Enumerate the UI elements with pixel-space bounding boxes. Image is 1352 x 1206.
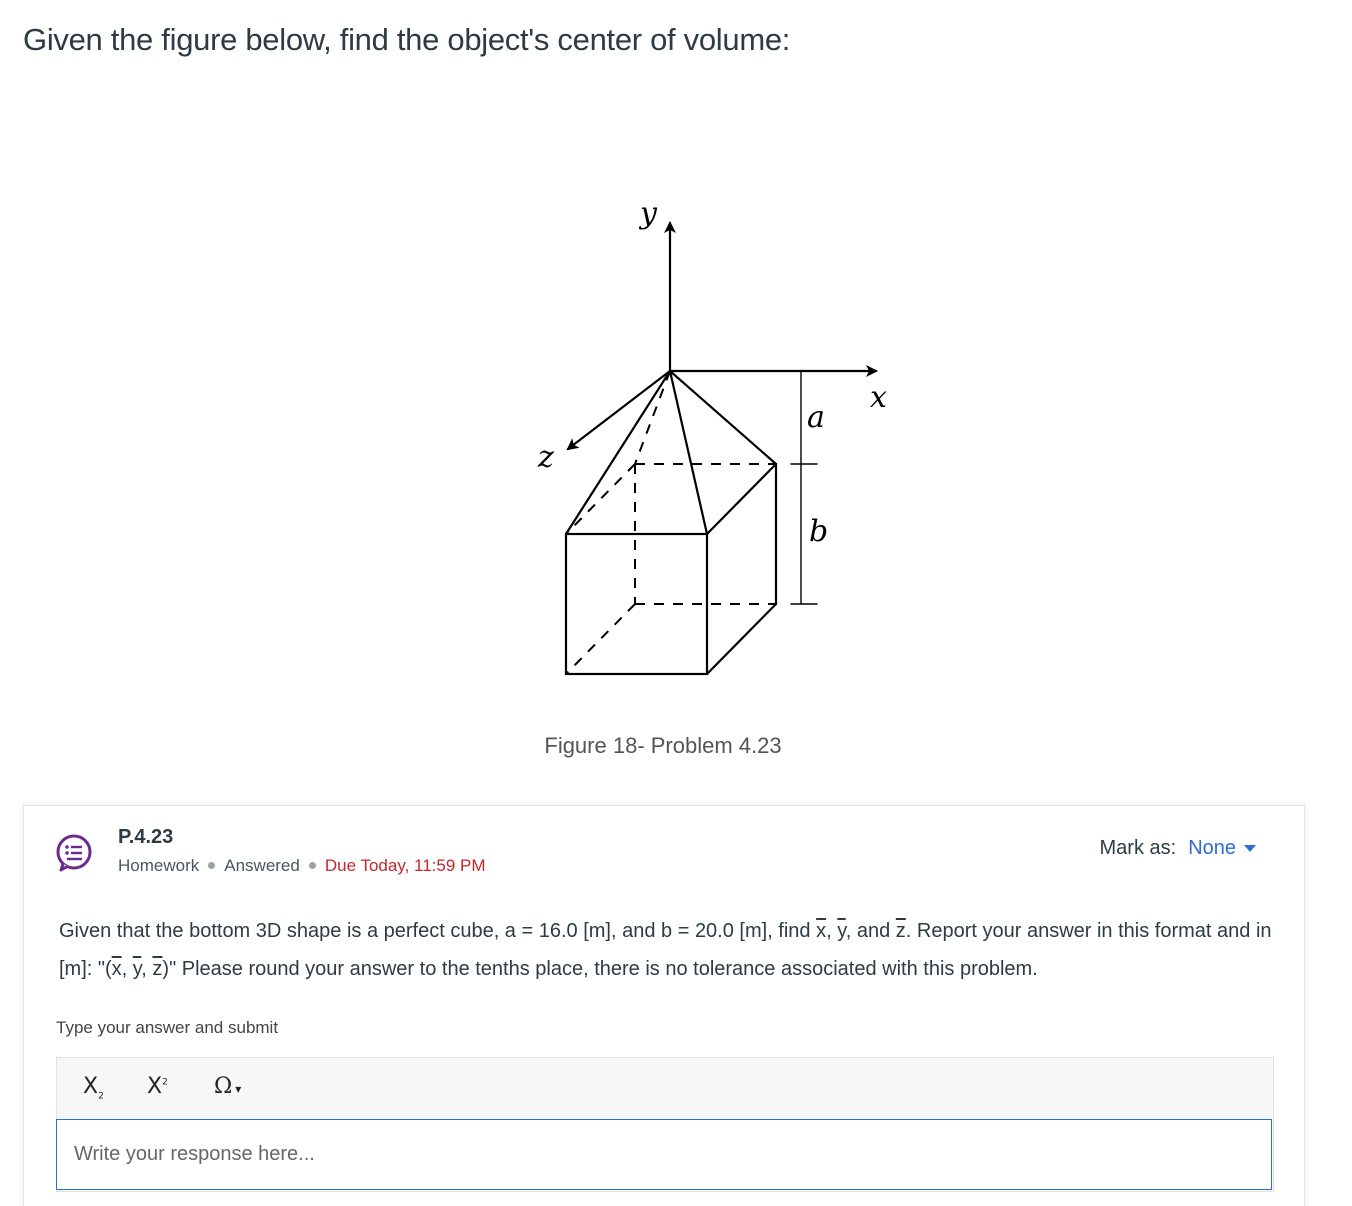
chevron-down-icon[interactable] xyxy=(1244,845,1256,852)
prompt-text: , and xyxy=(845,920,896,942)
chevron-down-icon[interactable]: ▾ xyxy=(235,1082,242,1096)
special-characters-button[interactable] xyxy=(214,1074,241,1099)
mark-as-dropdown[interactable] xyxy=(1188,837,1256,859)
subscript-icon[interactable]: X xyxy=(83,1074,99,1099)
prompt-text: Given that the bottom 3D shape is a perfect cube, a = 16.0 [m], and b = 20.0 [m], find xyxy=(59,920,817,942)
question-card xyxy=(23,805,1305,1206)
y-bar: $\overline{y}$ xyxy=(132,958,142,980)
z-bar: $\overline{z}$ xyxy=(895,920,906,942)
problem-intro: Given the figure below, find the object's center of volume: xyxy=(23,22,791,57)
prompt-text: . Report your answer in this format and in [m]: "( xyxy=(59,920,1272,980)
label-b: b xyxy=(809,514,829,549)
prompt-text: , xyxy=(826,920,838,942)
question-status: Answered xyxy=(224,856,300,875)
label-x: x xyxy=(870,380,887,415)
superscript-button[interactable] xyxy=(147,1074,168,1099)
subscript-button[interactable] xyxy=(83,1074,104,1101)
due-date: Due Today, 11:59 PM xyxy=(324,856,486,875)
label-z: z xyxy=(538,440,554,475)
separator-dot xyxy=(208,862,215,869)
question-prompt xyxy=(59,912,1274,988)
pyramid-cube-diagram xyxy=(520,185,887,705)
prompt-text: , xyxy=(121,958,133,980)
x-bar: $\overline{x}$ xyxy=(111,958,122,980)
mark-as-value[interactable]: None xyxy=(1188,837,1236,859)
editor-toolbar xyxy=(57,1058,1273,1120)
y-bar: $\overline{y}$ xyxy=(837,920,846,942)
omega-icon[interactable]: Ω xyxy=(214,1074,233,1099)
response-input[interactable] xyxy=(72,1142,1229,1167)
z-bar: $\overline{z}$ xyxy=(152,958,163,980)
mark-as-control xyxy=(1100,837,1257,860)
quiz-question-icon xyxy=(55,834,93,872)
x-bar: $\overline{x}$ xyxy=(816,920,827,942)
figure-caption: Figure 18- Problem 4.23 xyxy=(544,733,782,758)
prompt-text: , xyxy=(141,958,153,980)
label-a: a xyxy=(807,400,825,435)
pyramid-edge-front-left xyxy=(566,371,670,534)
problem-figure xyxy=(520,185,887,705)
question-meta xyxy=(118,856,486,876)
superscript-icon[interactable]: X xyxy=(147,1074,163,1099)
question-type: Homework xyxy=(118,856,200,875)
separator-dot xyxy=(309,862,316,869)
response-textbox[interactable] xyxy=(56,1119,1272,1190)
pyramid-edge-front-right xyxy=(670,371,707,534)
superscript-mark[interactable]: 2 xyxy=(162,1077,168,1088)
label-y: y xyxy=(640,196,657,231)
answer-label: Type your answer and submit xyxy=(56,1018,279,1037)
question-title: P.4.23 xyxy=(118,826,174,848)
subscript-mark[interactable]: 2 xyxy=(98,1091,104,1102)
response-editor xyxy=(56,1057,1274,1192)
mark-as-label: Mark as: xyxy=(1099,837,1177,859)
prompt-text: )" Please round your answer to the tenths place, there is no tolerance associated with this problem. xyxy=(162,958,1038,980)
pyramid-edge-back-right xyxy=(670,371,776,464)
